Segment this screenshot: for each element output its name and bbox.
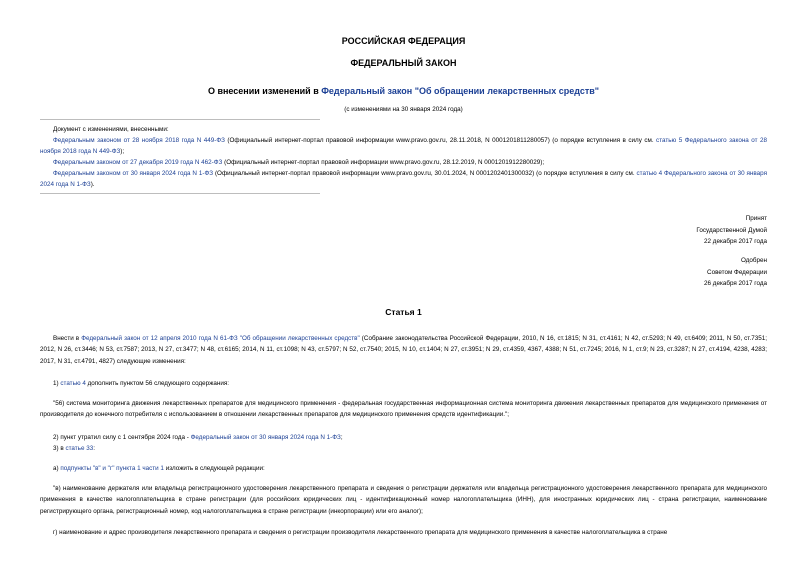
law-title-prefix: О внесении изменений в [207, 86, 322, 96]
accepted-body: Государственной Думой [696, 226, 767, 234]
point-3: 3) в статье 33: [53, 445, 95, 452]
amendment-link-462[interactable]: Федеральным законом от 27 декабря 2019 года N 462-ФЗ [53, 159, 223, 166]
divider-bottom [40, 193, 320, 194]
quote-g: г) наименование и адрес производителя лекарственного препарата и сведения о регистрации производителя лекарственного препарата для медицинского применения в качестве налогоплательщика в стране [53, 529, 668, 536]
quote-v: "в) наименование держателя или владельца регистрационного удостоверения лекарственного препарата и сведения о регистрации держателя или владельца регистрационного удостоверения лекарственного препарата для медицинского применения в качестве налогоплательщика в стране регистрации (для российских юридических лиц - идентификационный номер налогоплательщика (ИНН), для иностранных юридических лиц - страна регистрации, наименование регистрирующего органа, регистрационный номер, код налогоплательщика в стране регистрации (инкорпорации) или его аналог); [40, 485, 767, 515]
amendments-intro: Документ с изменениями, внесенными: [53, 126, 169, 133]
law-61fz-link[interactable]: Федеральный закон от 12 апреля 2010 года N 61-ФЗ "Об обращении лекарственных средств" [81, 335, 360, 342]
accepted-label: Принят [745, 215, 767, 222]
amendment-item-3: Федеральным законом от 30 января 2024 года N 1-ФЗ (Официальный интернет-портал правовой информации www.pravo.gov.ru, 30.01.2024, N 0001202401300032) (о порядке вступления в силу см. статью 4 Федерального закона от 30 января 2024 года N 1-ФЗ). [40, 170, 768, 189]
revision-note: (с изменениями на 30 января 2024 года) [344, 106, 463, 113]
country-heading: РОССИЙСКАЯ ФЕДЕРАЦИЯ [341, 36, 466, 46]
article-intro: Внести в Федеральный закон от 12 апреля 2010 года N 61-ФЗ "Об обращении лекарственных средств" (Собрание законодательства Российской Федерации, 2010, N 16, ст.1815; N 31, ст.4161; N 42, ст.5293; N 49, ст.6409; 2011, N 50, ст.7351; 2012, N 26, ст.3446; N 53, ст.7587; 2013, N 27, ст.3477; N 48, ст.6165; 2014, N 11, ст.1098; N 43, ст.5797; N 52, ст.7540; 2015, N 10, ст.1404; N 27, ст.3951; N 29, ст.4359, 4367, 4388; N 51, ст.7245; 2016, N 1, ст.9; N 23, ст.3287; N 27, ст.4194, 4238, 4283; 2017, N 31, ст.4791, 4827) следующие изменения: [40, 335, 767, 365]
approved-date: 26 декабря 2017 года [704, 280, 767, 288]
law-1fz-link[interactable]: Федеральный закон от 30 января 2024 года N 1-ФЗ [190, 434, 341, 441]
accepted-date: 22 декабря 2017 года [704, 238, 767, 246]
amendment-item-2: Федеральным законом от 27 декабря 2019 года N 462-ФЗ (Официальный интернет-портал правовой информации www.pravo.gov.ru, 28.12.2019, N 0001201912280029); [53, 159, 545, 166]
point-1: 1) статью 4 дополнить пунктом 56 следующего содержания: [53, 380, 230, 387]
amendment-link-449[interactable]: Федеральным законом от 28 ноября 2018 года N 449-ФЗ [53, 137, 225, 144]
quote-56: "56) система мониторинга движения лекарственных препаратов для медицинского применения - федеральная государственная информационная система мониторинга движения лекарственных препаратов для медицинского применения от производителя до конечного потребителя с использованием в отношении лекарственных препаратов для медицинского применения средств идентификации."; [40, 400, 767, 419]
amendment-item-1: Федеральным законом от 28 ноября 2018 года N 449-ФЗ (Официальный интернет-портал правовой информации www.pravo.gov.ru, 28.11.2018, N 0001201811280057) (о порядке вступления в силу см. статью 5 Федерального закона от 28 ноября 2018 года N 449-ФЗ); [40, 137, 767, 156]
amendment-entry-link-449[interactable]: статью 5 Федерального закона от 28 ноября 2018 года N 449-ФЗ [40, 137, 767, 156]
amendment-entry-link-1fz[interactable]: статью 4 Федерального закона от 30 января 2024 года N 1-ФЗ [40, 170, 768, 189]
subpoints-link[interactable]: подпункты "в" и "г" пункта 1 части 1 [60, 465, 164, 472]
law-type-heading: ФЕДЕРАЛЬНЫЙ ЗАКОН [350, 58, 457, 68]
accepted-block [696, 213, 767, 248]
approved-label: Одобрен [740, 257, 767, 264]
article-heading: Статья 1 [385, 307, 422, 317]
approved-block [704, 255, 767, 290]
article-4-link[interactable]: статью 4 [60, 380, 86, 387]
amendment-link-1fz[interactable]: Федеральным законом от 30 января 2024 года N 1-ФЗ [53, 170, 214, 177]
law-title [0, 86, 807, 96]
law-title-link[interactable]: Федеральный закон "Об обращении лекарственных средств" [321, 86, 600, 96]
divider-top [40, 119, 320, 120]
approved-body: Советом Федерации [707, 268, 767, 276]
article-33-link[interactable]: статье 33 [65, 445, 94, 452]
point-2: 2) пункт утратил силу с 1 сентября 2024 года - Федеральный закон от 30 января 2024 года N 1-ФЗ; [53, 434, 343, 441]
subpoint-a: а) подпункты "в" и "г" пункта 1 части 1 изложить в следующей редакции: [53, 465, 265, 472]
